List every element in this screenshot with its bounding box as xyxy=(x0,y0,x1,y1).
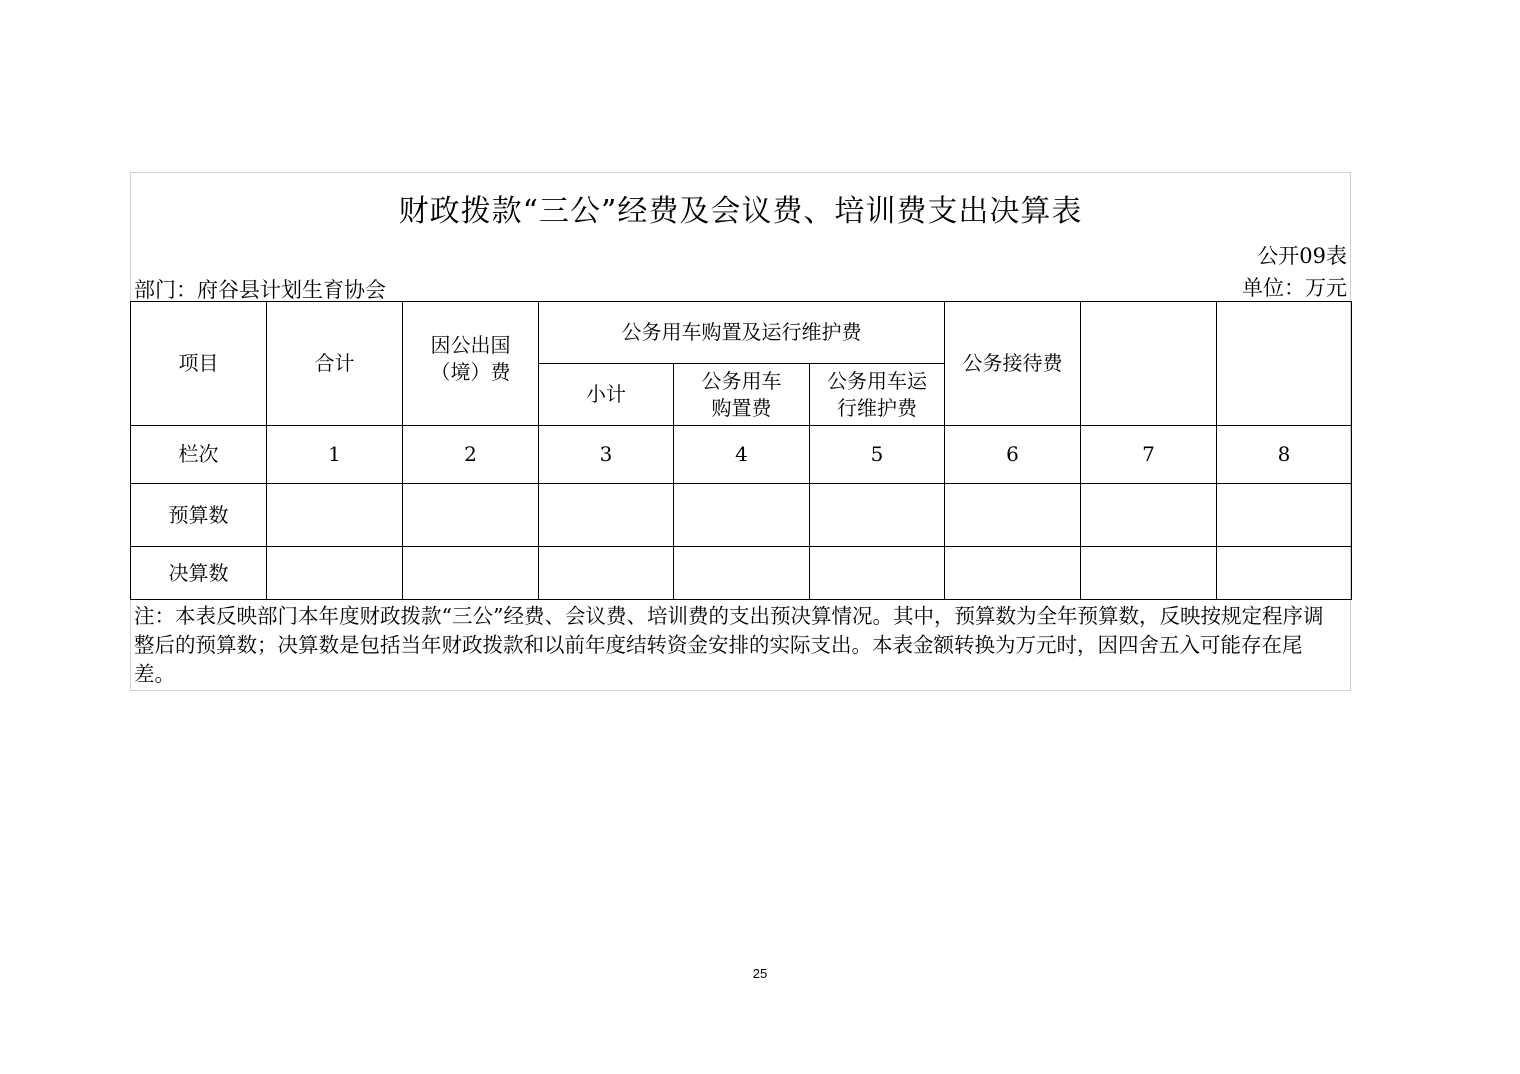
table-cell xyxy=(1081,484,1217,547)
table-cell: 2 xyxy=(403,426,539,484)
table-cell xyxy=(674,484,810,547)
table-code: 公开09表 xyxy=(1257,244,1347,268)
table-cell: 8 xyxy=(1217,426,1352,484)
table-cell xyxy=(267,484,403,547)
table-cell xyxy=(810,547,945,600)
row-label: 预算数 xyxy=(131,484,267,547)
table-cell: 4 xyxy=(674,426,810,484)
table-cell xyxy=(945,484,1081,547)
header-col7 xyxy=(1081,302,1217,426)
footnote: 注：本表反映部门本年度财政拨款“三公”经费、会议费、培训费的支出预决算情况。其中，预算数为全年预算数，反映按规定程序调整后的预算数；决算数是包括当年财政拨款和以前年度结转资金安排的实际支出。本表金额转换为万元时，因四舍五入可能存在尾差。 xyxy=(134,604,1324,686)
header-col8 xyxy=(1217,302,1352,426)
header-vehicle-group: 公务用车购置及运行维护费 xyxy=(539,302,945,364)
table-row xyxy=(131,426,1352,484)
table-cell xyxy=(945,547,1081,600)
page-number: 25 xyxy=(752,966,768,981)
page-title: 财政拨款“三公”经费及会议费、培训费支出决算表 xyxy=(398,194,1083,229)
table-cell: 5 xyxy=(810,426,945,484)
header-total: 合计 xyxy=(267,302,403,426)
row-label: 决算数 xyxy=(131,547,267,600)
table-row xyxy=(131,484,1352,547)
department-label: 部门：府谷县计划生育协会 xyxy=(134,278,386,302)
unit-label: 单位：万元 xyxy=(1242,276,1347,300)
header-abroad: 因公出国（境）费 xyxy=(403,302,539,426)
row-label: 栏次 xyxy=(131,426,267,484)
table-cell xyxy=(1217,484,1352,547)
table-cell xyxy=(539,547,674,600)
table-cell: 7 xyxy=(1081,426,1217,484)
header-vehicle-maintenance: 公务用车运行维护费 xyxy=(810,364,945,426)
header-item: 项目 xyxy=(131,302,267,426)
table-cell: 3 xyxy=(539,426,674,484)
table-cell: 1 xyxy=(267,426,403,484)
table-cell xyxy=(267,547,403,600)
table-cell xyxy=(1217,547,1352,600)
table-row xyxy=(131,547,1352,600)
header-reception: 公务接待费 xyxy=(945,302,1081,426)
header-subtotal: 小计 xyxy=(539,364,674,426)
header-row xyxy=(131,302,1352,364)
expense-table xyxy=(130,301,1352,600)
table-cell xyxy=(403,484,539,547)
table-cell xyxy=(810,484,945,547)
table-cell xyxy=(674,547,810,600)
table-cell xyxy=(539,484,674,547)
table-cell: 6 xyxy=(945,426,1081,484)
table-cell xyxy=(403,547,539,600)
header-vehicle-purchase: 公务用车购置费 xyxy=(674,364,810,426)
table-cell xyxy=(1081,547,1217,600)
